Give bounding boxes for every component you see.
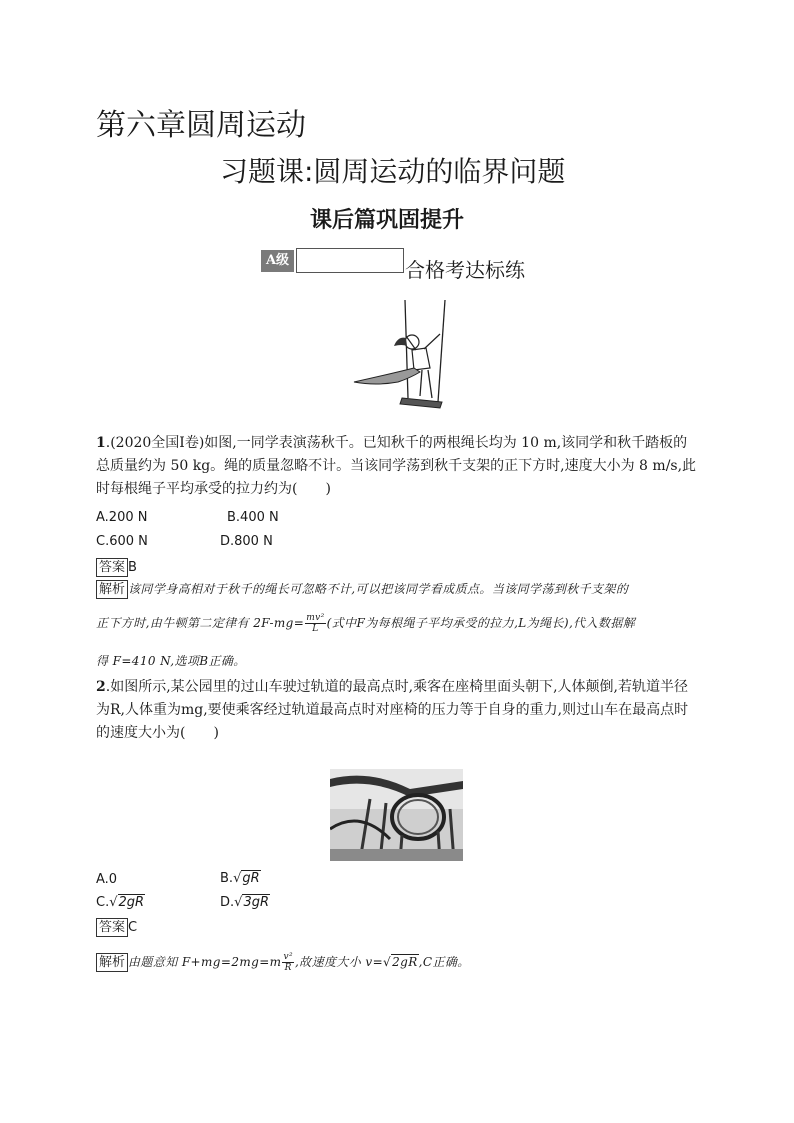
q2-answer: [96, 916, 137, 937]
question-1-number: 1: [96, 435, 106, 451]
q1-analysis-text-2a: 正下方时,由牛顿第二定律有 2F-mg=: [96, 616, 305, 630]
q2-option-b: [220, 870, 261, 886]
q2-option-c: [96, 894, 145, 910]
q2-analysis-text-a: 由题意知 F+mg=2mg=m: [128, 955, 282, 969]
q2-analysis-radicand: 2gR: [392, 955, 418, 969]
q1-option-d: D.800 N: [220, 534, 273, 549]
q1-option-a: A.200 N: [96, 510, 148, 525]
q1-analysis-fraction: [305, 613, 325, 634]
q1-answer-value: B: [128, 560, 137, 575]
q2-option-b-prefix: B.: [220, 871, 234, 886]
q2-option-d-sqrt: √ 3gR: [234, 895, 270, 910]
q2-option-c-sqrt: √ 2gR: [109, 895, 145, 910]
q2-answer-value: C: [128, 920, 138, 935]
q2-analysis: [96, 951, 470, 973]
roller-coaster-photo: [330, 769, 463, 861]
q2-option-d: [220, 894, 270, 910]
level-title: 合格考达标练: [405, 258, 525, 282]
q2-fraction-numerator: v²: [283, 952, 293, 962]
q2-analysis-label: 解析: [96, 953, 128, 972]
q2-analysis-body: [128, 952, 470, 973]
level-blank-box: [296, 248, 404, 273]
q2-option-d-radicand: 3gR: [243, 895, 270, 910]
level-badge: A级: [261, 250, 294, 272]
question-1-stem: [96, 432, 698, 501]
q1-analysis-line-2: [96, 613, 706, 634]
q2-option-b-radicand: gR: [242, 871, 260, 886]
q1-analysis-line-3: 得 F=410 N,选项B正确。: [96, 654, 246, 668]
q1-analysis-text-1: 该同学身高相对于秋千的绳长可忽略不计,可以把该同学看成质点。当该同学荡到秋千支架的: [128, 582, 629, 596]
q1-analysis-line-1: [96, 578, 628, 599]
lesson-title: 习题课:圆周运动的临界问题: [220, 155, 566, 188]
question-1-text: .(2020全国Ⅰ卷)如图,一同学表演荡秋千。已知秋千的两根绳长均为 10 m,该同学和秋千踏板的总质量约为 50 kg。绳的质量忽略不计。当该同学荡到秋千支架的正下方时,速度大小为 8 m/s,此时每根绳子平均承受的拉力约为( ): [96, 435, 697, 497]
chapter-title: 第六章圆周运动: [96, 108, 306, 143]
q1-answer-label: 答案: [96, 558, 128, 577]
q2-option-b-sqrt: √ gR: [233, 871, 260, 886]
q1-analysis-label: 解析: [96, 580, 128, 599]
section-title: 课后篇巩固提升: [310, 208, 465, 233]
q1-fraction-numerator: mv²: [306, 613, 325, 623]
q1-answer: [96, 556, 137, 577]
q2-analysis-fraction: [282, 952, 294, 973]
q1-fraction-denominator: L: [312, 624, 319, 634]
q2-option-a: A.0: [96, 872, 118, 887]
swing-illustration: [350, 298, 460, 416]
question-2-text: .如图所示,某公园里的过山车驶过轨道的最高点时,乘客在座椅里面头朝下,人体颠倒,若轨道半径为R,人体重为mg,要使乘客经过轨道最高点时对座椅的压力等于自身的重力,则过山车在最高点时的速度大小为( ): [96, 679, 689, 741]
q2-analysis-text-c: ,C正确。: [418, 955, 470, 969]
question-2-number: 2: [96, 679, 106, 695]
q2-analysis-sqrt: √ 2gR: [383, 955, 418, 969]
q2-fraction-denominator: R: [284, 963, 292, 973]
q2-option-c-prefix: C.: [96, 895, 110, 910]
q2-option-d-prefix: D.: [220, 895, 235, 910]
q1-analysis-text-2b: (式中F为每根绳子平均承受的拉力,L为绳长),代入数据解: [326, 616, 636, 630]
q1-option-b: B.400 N: [227, 510, 279, 525]
q2-option-c-radicand: 2gR: [118, 895, 145, 910]
question-2-stem: [96, 676, 698, 745]
q2-analysis-text-b: ,故速度大小 v=: [294, 955, 384, 969]
q2-answer-label: 答案: [96, 918, 128, 937]
q1-option-c: C.600 N: [96, 534, 148, 549]
